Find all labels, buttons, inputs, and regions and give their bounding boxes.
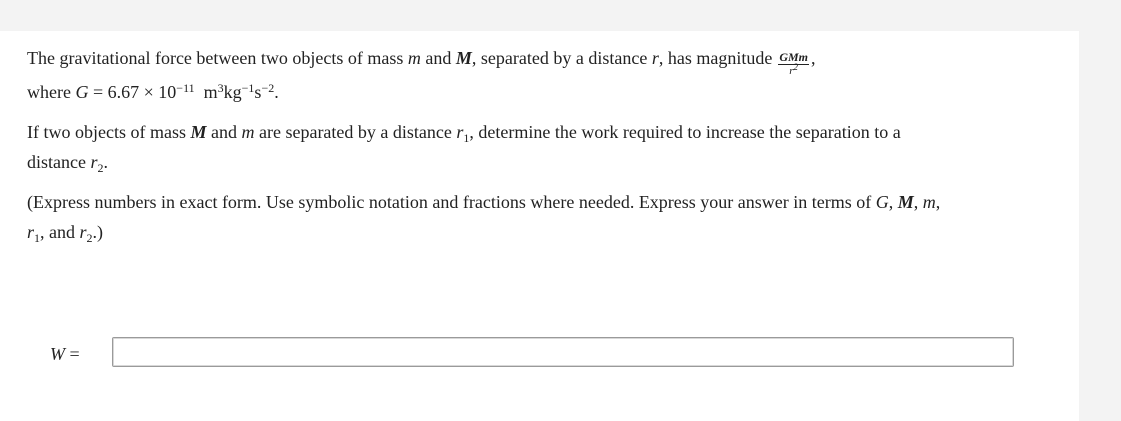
subscript: 1 [34,231,41,245]
subscript: 1 [463,131,470,145]
text: and [425,48,452,68]
text: , has magnitude [658,48,773,68]
text: and [210,122,237,142]
subscript: 2 [97,161,104,175]
var-G: G [875,192,889,212]
var-M: M [455,48,472,68]
text: , [935,192,941,212]
unit-m: m [203,82,218,102]
text: are separated by a distance [258,122,452,142]
text: , [913,192,919,212]
text: .) [92,222,104,242]
exponent: −1 [241,81,255,95]
answer-input[interactable] [112,337,1014,367]
text: , separated by a distance [471,48,648,68]
text: If two objects of mass [27,122,186,142]
subscript: 2 [86,231,93,245]
fraction-numerator: GMm [779,50,808,64]
fraction-denominator [778,62,809,77]
unit-kg: kg [223,82,242,102]
var-r: r [456,122,464,142]
var-m: m [922,192,936,212]
force-fraction [778,51,809,77]
exponent: 2 [793,62,799,72]
var-M: M [897,192,914,212]
unit-s: s [254,82,262,102]
var-W: W [50,344,65,364]
text: . [103,152,108,172]
text: = 6.67 × 10 [92,82,177,102]
var-r: r [651,48,659,68]
text: . [274,82,279,102]
question-paragraph-1 [27,43,815,107]
equals-sign: = [69,344,80,364]
question-paragraph-2 [27,117,901,177]
text: , [888,192,894,212]
answer-label [50,339,80,369]
text: distance [27,152,86,172]
var-r: r [90,152,98,172]
var-M: M [190,122,207,142]
exponent: −11 [176,81,195,95]
question-panel [0,31,1079,421]
var-m: m [407,48,421,68]
exponent: −2 [261,81,275,95]
var-G: G [75,82,89,102]
text: , and [40,222,76,242]
question-instructions [27,187,940,247]
text: r [789,65,794,77]
var-m: m [241,122,255,142]
text: , [810,48,816,68]
text: The gravitational force between two objects of mass [27,48,404,68]
exponent: 3 [217,81,224,95]
text: (Express numbers in exact form. Use symbolic notation and fractions where needed. Express your answer in terms of [27,192,872,212]
text: where [27,82,71,102]
var-r: r [27,222,35,242]
var-r: r [79,222,87,242]
text: , determine the work required to increase the separation to a [469,122,901,142]
